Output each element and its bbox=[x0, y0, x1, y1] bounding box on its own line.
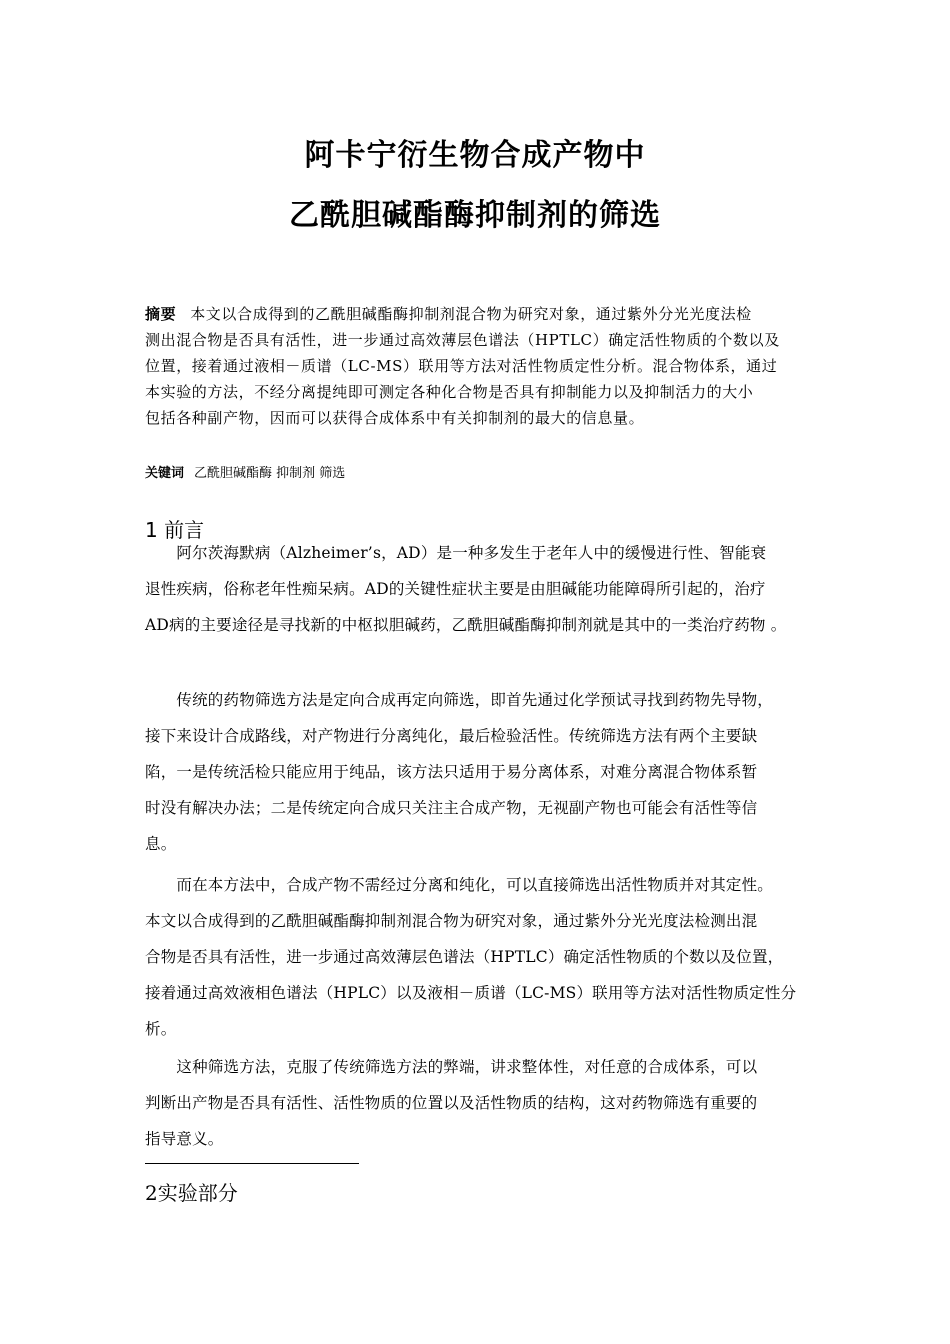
present-method-paragraph bbox=[145, 867, 825, 1047]
abstract-line: 包括各种副产物，因而可以获得合成体系中有关抑制剂的最大的信息量。 bbox=[145, 409, 645, 427]
keywords-text: 乙酰胆碱酯酶 抑制剂 筛选 bbox=[194, 466, 346, 481]
paragraph-line: 陷，一是传统活检只能应用于纯品，该方法只适用于易分离体系，对难分离混合物体系暂 bbox=[145, 763, 758, 781]
section-1-heading: 1 前言 bbox=[145, 518, 205, 542]
paragraph-line: 本文以合成得到的乙酰胆碱酯酶抑制剂混合物为研究对象，通过紫外分光光度法检测出混 bbox=[145, 912, 758, 930]
paragraph-line: 阿尔茨海默病（Alzheimer’s，AD）是一种多发生于老年人中的缓慢进行性、智能衰 bbox=[145, 544, 767, 562]
paragraph-line: 这种筛选方法，克服了传统筛选方法的弊端，讲求整体性，对任意的合成体系，可以 bbox=[145, 1058, 758, 1076]
paper-title-line-1: 阿卡宁衍生物合成产物中 bbox=[304, 138, 646, 173]
abstract-block bbox=[145, 301, 805, 431]
section-2-heading: 2实验部分 bbox=[145, 1181, 238, 1205]
abstract-line bbox=[145, 301, 805, 327]
paragraph-line: 接着通过高效液相色谱法（HPLC）以及液相－质谱（LC-MS）联用等方法对活性物质定性分 bbox=[145, 984, 797, 1002]
paragraph-line: 指导意义。 bbox=[145, 1130, 224, 1148]
paper-title-line-2: 乙酰胆碱酯酶抑制剂的筛选 bbox=[289, 198, 661, 233]
keywords-label: 关键词 bbox=[145, 466, 185, 481]
abstract-text: 本文以合成得到的乙酰胆碱酯酶抑制剂混合物为研究对象，通过紫外分光光度法检 bbox=[190, 305, 752, 323]
traditional-method-paragraph bbox=[145, 682, 825, 862]
paragraph-line: AD病的主要途径是寻找新的中枢拟胆碱药，乙酰胆碱酯酶抑制剂就是其中的一类治疗药物 。 bbox=[145, 616, 787, 634]
intro-paragraph bbox=[145, 535, 825, 643]
abstract-line: 本实验的方法，不经分离提纯即可测定各种化合物是否具有抑制能力以及抑制活力的大小 bbox=[145, 383, 754, 401]
paragraph-line: 合物是否具有活性，进一步通过高效薄层色谱法（HPTLC）确定活性物质的个数以及位置， bbox=[145, 948, 784, 966]
abstract-line: 测出混合物是否具有活性，进一步通过高效薄层色谱法（HPTLC）确定活性物质的个数以及 bbox=[145, 331, 780, 349]
abstract-line: 位置，接着通过液相－质谱（LC-MS）联用等方法对活性物质定性分析。混合物体系，通过 bbox=[145, 357, 778, 375]
paragraph-line: 析。 bbox=[145, 1020, 177, 1038]
paragraph-line: 判断出产物是否具有活性、活性物质的位置以及活性物质的结构，这对药物筛选有重要的 bbox=[145, 1094, 758, 1112]
paragraph-line: 时没有解决办法；二是传统定向合成只关注主合成产物，无视副产物也可能会有活性等信 bbox=[145, 799, 758, 817]
paragraph-line: 接下来设计合成路线，对产物进行分离纯化，最后检验活性。传统筛选方法有两个主要缺 bbox=[145, 727, 758, 745]
abstract-label: 摘要 bbox=[145, 305, 177, 323]
paragraph-line: 息。 bbox=[145, 835, 177, 853]
keywords-block bbox=[145, 462, 345, 481]
paragraph-line: 退性疾病，俗称老年性痴呆病。AD的关键性症状主要是由胆碱能功能障碍所引起的，治疗 bbox=[145, 580, 766, 598]
paragraph-line: 而在本方法中，合成产物不需经过分离和纯化，可以直接筛选出活性物质并对其定性。 bbox=[145, 876, 774, 894]
advantage-paragraph bbox=[145, 1049, 825, 1157]
paragraph-line: 传统的药物筛选方法是定向合成再定向筛选，即首先通过化学预试寻找到药物先导物， bbox=[145, 691, 774, 709]
section-divider-rule bbox=[145, 1163, 359, 1164]
